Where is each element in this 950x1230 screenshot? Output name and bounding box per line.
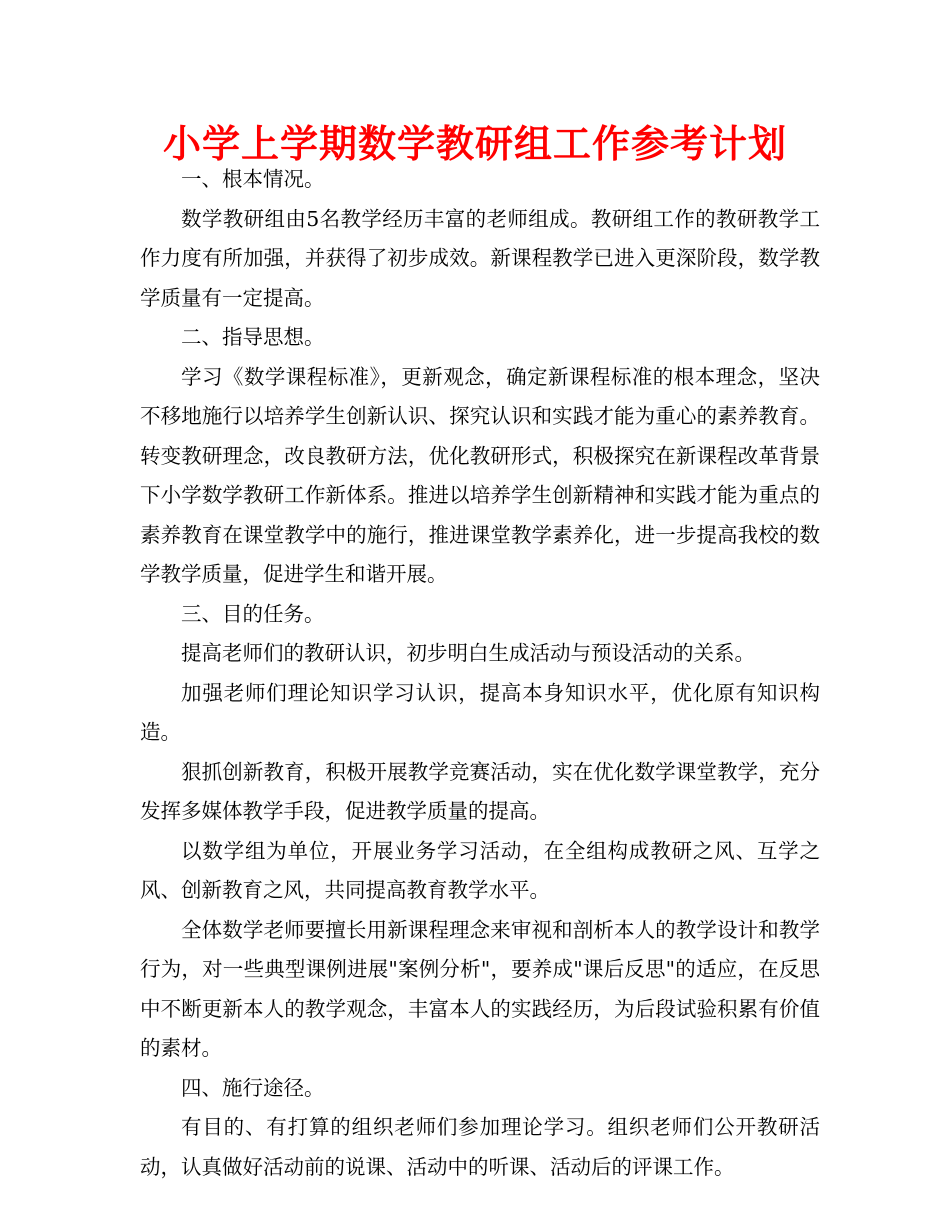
section-heading-implementation: 四、施行途径。 [181,1075,325,1100]
section-heading-goals: 三、目的任务。 [181,601,325,626]
paragraph: 以数学组为单位，开展业务学习活动，在全组构成教研之风、互学之风、创新教育之风，共同提高教育教学水平。 [140,838,820,902]
document-body [140,160,820,1187]
paragraph: 有目的、有打算的组织老师们参加理论学习。组织老师们公开教研活动，认真做好活动前的说课、活动中的听课、活动后的评课工作。 [140,1115,820,1179]
paragraph: 学习《数学课程标准》，更新观念，确定新课程标准的根本理念，坚决不移地施行以培养学生创新认识、探究认识和实践才能为重心的素养教育。转变教研理念，改良教研方法，优化教研形式，积极探究在新课程改革背景下小学数学教研工作新体系。推进以培养学生创新精神和实践才能为重点的素养教育在课堂教学中的施行，推进课堂教学素养化，进一步提高我校的数学教学质量，促进学生和谐开展。 [140,364,820,586]
section-heading-basic: 一、根本情况。 [181,167,325,191]
paragraph: 狠抓创新教育，积极开展教学竞赛活动，实在优化数学课堂教学，充分发挥多媒体教学手段，促进教学质量的提高。 [140,759,820,823]
paragraph: 数学教研组由5名教学经历丰富的老师组成。教研组工作的教研教学工作力度有所加强，并获得了初步成效。新课程教学已进入更深阶段，数学教学质量有一定提高。 [140,206,820,310]
paragraph: 全体数学老师要擅长用新课程理念来审视和剖析本人的教学设计和教学行为，对一些典型课例进展"案例分析"，要养成"课后反思"的适应，在反思中不断更新本人的教学观念，丰富本人的实践经历，为后段试验积累有价值的素材。 [140,917,820,1060]
paragraph: 加强老师们理论知识学习认识，提高本身知识水平，优化原有知识构造。 [140,680,820,744]
section-heading-guiding-thought: 二、指导思想。 [181,325,325,349]
document-title: 小学上学期数学教研组工作参考计划 [162,122,787,166]
paragraph: 提高老师们的教研认识，初步明白生成活动与预设活动的关系。 [181,641,755,665]
